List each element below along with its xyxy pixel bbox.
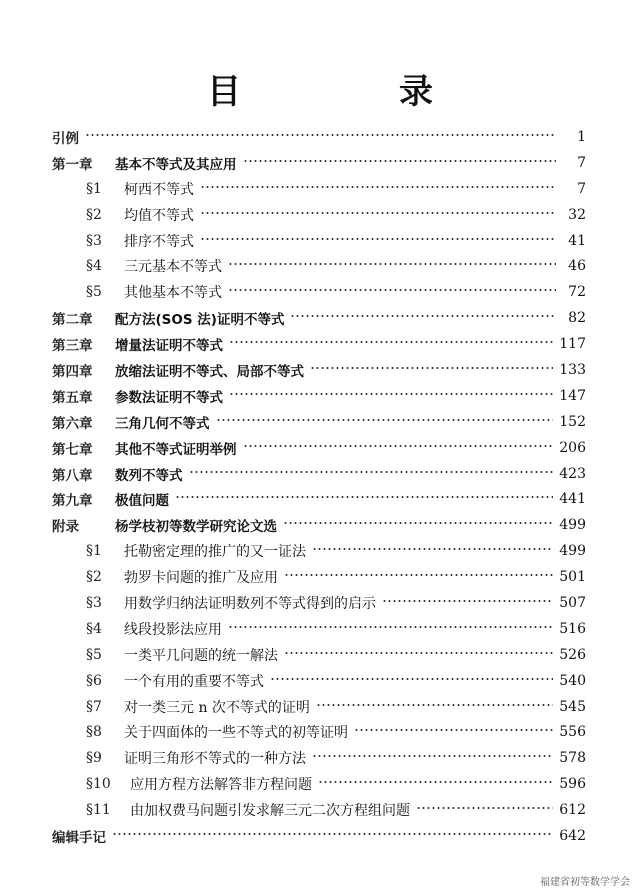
toc-entry-number: 编辑手记	[52, 829, 106, 846]
toc-page-number: 133	[559, 361, 586, 378]
toc-entry-title: 线段投影法应用	[124, 621, 222, 638]
toc-chapter-entry[interactable]	[52, 461, 586, 487]
toc-chapter-entry[interactable]	[52, 124, 586, 150]
toc-entry-title: 由加权费马问题引发求解三元二次方程组问题	[130, 803, 410, 820]
dot-leader	[216, 415, 554, 425]
toc-section-entry[interactable]	[52, 797, 586, 823]
toc-entry-number: 第三章	[52, 338, 93, 355]
toc-entry-number: §11	[86, 802, 111, 819]
toc-page-number: 499	[559, 517, 586, 534]
dot-leader	[228, 259, 556, 269]
watermark: 福建省初等数学学会	[540, 877, 630, 888]
toc-section-entry[interactable]	[52, 616, 586, 642]
dot-leader	[229, 389, 553, 399]
toc-page-number: 46	[568, 258, 586, 275]
dot-leader	[243, 156, 557, 166]
toc-entry-title: 放缩法证明不等式、局部不等式	[115, 363, 304, 380]
dot-leader	[318, 777, 553, 787]
toc-entry-title: 其他不等式证明举例	[115, 441, 237, 458]
toc-entry-number: 第六章	[52, 415, 93, 432]
dot-leader	[85, 130, 556, 140]
toc-entry-number: 引例	[52, 130, 79, 147]
toc-entry-number: 第五章	[52, 389, 93, 406]
toc-page-number: 499	[559, 543, 586, 560]
toc-entry-title: 增量法证明不等式	[115, 338, 223, 355]
toc-entry-number: §9	[86, 750, 102, 767]
toc-entry-title: 杨学枝初等数学研究论文选	[115, 519, 277, 536]
toc-page-number: 507	[559, 594, 586, 611]
toc-section-entry[interactable]	[52, 279, 586, 305]
toc-entry-number: §2	[86, 206, 102, 223]
toc-entry-title: 一类平几问题的统一解法	[124, 647, 278, 664]
dot-leader	[189, 467, 554, 477]
toc-section-entry[interactable]	[52, 253, 586, 279]
toc-page-number: 1	[577, 128, 586, 145]
toc-entry-number: §1	[86, 543, 102, 560]
toc-section-entry[interactable]	[52, 228, 586, 254]
toc-entry-title: 极值问题	[115, 493, 169, 510]
toc-entry-number: 第二章	[52, 312, 93, 329]
toc-entry-title: 证明三角形不等式的一种方法	[124, 751, 306, 768]
dot-leader	[312, 544, 553, 554]
toc-entry-number: §8	[86, 724, 102, 741]
table-of-contents	[52, 124, 586, 849]
toc-chapter-entry[interactable]	[52, 512, 586, 538]
toc-entry-number: §1	[86, 180, 102, 197]
toc-page-number: 41	[568, 232, 586, 249]
toc-chapter-entry[interactable]	[52, 486, 586, 512]
toc-page-number: 117	[559, 336, 586, 353]
toc-entry-title: 托勒密定理的推广的又一证法	[124, 544, 306, 561]
toc-entry-title: 排序不等式	[124, 233, 194, 250]
toc-section-entry[interactable]	[52, 668, 586, 694]
toc-entry-title: 基本不等式及其应用	[115, 156, 237, 173]
toc-chapter-entry[interactable]	[52, 305, 586, 331]
toc-entry-number: 第四章	[52, 363, 93, 380]
toc-entry-title: 用数学归纳法证明数列不等式得到的启示	[124, 595, 376, 612]
toc-entry-title: 关于四面体的一些不等式的初等证明	[124, 725, 348, 742]
toc-chapter-entry[interactable]	[52, 823, 586, 849]
dot-leader	[382, 596, 553, 606]
toc-chapter-entry[interactable]	[52, 150, 586, 176]
toc-page-number: 152	[559, 413, 586, 430]
dot-leader	[200, 182, 556, 192]
toc-entry-title: 其他基本不等式	[124, 285, 222, 302]
toc-page-number: 501	[559, 569, 586, 586]
dot-leader	[290, 311, 556, 321]
toc-entry-number: §6	[86, 672, 102, 689]
toc-page-number: 516	[559, 620, 586, 637]
toc-section-entry[interactable]	[52, 745, 586, 771]
toc-section-entry[interactable]	[52, 202, 586, 228]
dot-leader	[228, 285, 556, 295]
toc-page-number: 596	[559, 776, 586, 793]
toc-entry-number: 附录	[52, 519, 79, 536]
toc-entry-number: §10	[86, 776, 111, 793]
dot-leader	[270, 674, 553, 684]
page-title: 目 录	[207, 72, 495, 112]
toc-page-number: 206	[559, 439, 586, 456]
toc-entry-title: 柯西不等式	[124, 181, 194, 198]
toc-page-number: 526	[559, 646, 586, 663]
toc-entry-number: §5	[86, 646, 102, 663]
toc-page-number: 612	[559, 802, 586, 819]
dot-leader	[228, 622, 553, 632]
dot-leader	[284, 570, 553, 580]
toc-entry-title: 数列不等式	[115, 467, 183, 484]
dot-leader	[112, 829, 553, 839]
dot-leader	[243, 441, 554, 451]
dot-leader	[416, 803, 553, 813]
toc-entry-number: §3	[86, 594, 102, 611]
toc-entry-number: 第九章	[52, 493, 93, 510]
toc-section-entry[interactable]	[52, 176, 586, 202]
toc-entry-title: 配方法(SOS 法)证明不等式	[115, 312, 285, 329]
toc-section-entry[interactable]	[52, 642, 586, 668]
dot-leader	[283, 518, 553, 528]
toc-section-entry[interactable]	[52, 564, 586, 590]
toc-entry-number: 第八章	[52, 467, 93, 484]
dot-leader	[200, 234, 556, 244]
toc-page-number: 642	[559, 827, 586, 844]
toc-page-number: 147	[559, 387, 586, 404]
toc-page-number: 556	[559, 724, 586, 741]
dot-leader	[310, 363, 553, 373]
toc-section-entry[interactable]	[52, 771, 586, 797]
toc-entry-number: §4	[86, 620, 102, 637]
toc-page-number: 7	[577, 154, 586, 171]
toc-entry-number: 第七章	[52, 441, 93, 458]
toc-entry-number: §2	[86, 569, 102, 586]
toc-page-number: 578	[559, 750, 586, 767]
toc-entry-title: 勃罗卡问题的推广及应用	[124, 570, 278, 587]
toc-page-number: 540	[559, 672, 586, 689]
toc-section-entry[interactable]	[52, 538, 586, 564]
dot-leader	[229, 337, 553, 347]
toc-entry-number: §4	[86, 258, 102, 275]
dot-leader	[284, 648, 553, 658]
toc-section-entry[interactable]	[52, 719, 586, 745]
toc-entry-number: §7	[86, 698, 102, 715]
toc-section-entry[interactable]	[52, 590, 586, 616]
toc-entry-title: 均值不等式	[124, 207, 194, 224]
toc-entry-title: 对一类三元 n 次不等式的证明	[124, 699, 310, 716]
toc-chapter-entry[interactable]	[52, 357, 586, 383]
dot-leader	[316, 700, 553, 710]
dot-leader	[354, 725, 553, 735]
toc-entry-title: 应用方程方法解答非方程问题	[130, 777, 312, 794]
toc-entry-title: 三元基本不等式	[124, 259, 222, 276]
toc-page-number: 545	[559, 698, 586, 715]
toc-entry-number: §5	[86, 284, 102, 301]
toc-entry-number: §3	[86, 232, 102, 249]
toc-page-number: 7	[577, 180, 586, 197]
toc-chapter-entry[interactable]	[52, 383, 586, 409]
dot-leader	[175, 492, 553, 502]
toc-page-number: 441	[559, 491, 586, 508]
toc-entry-number: 第一章	[52, 156, 93, 173]
dot-leader	[200, 208, 556, 218]
dot-leader	[312, 751, 553, 761]
toc-entry-title: 参数法证明不等式	[115, 389, 223, 406]
toc-chapter-entry[interactable]	[52, 435, 586, 461]
toc-page-number: 32	[568, 206, 586, 223]
toc-page-number: 423	[559, 465, 586, 482]
toc-entry-title: 三角几何不等式	[115, 415, 210, 432]
toc-chapter-entry[interactable]	[52, 331, 586, 357]
toc-chapter-entry[interactable]	[52, 409, 586, 435]
toc-page-number: 72	[568, 284, 586, 301]
toc-page-number: 82	[568, 310, 586, 327]
toc-entry-title: 一个有用的重要不等式	[124, 673, 264, 690]
toc-section-entry[interactable]	[52, 694, 586, 720]
